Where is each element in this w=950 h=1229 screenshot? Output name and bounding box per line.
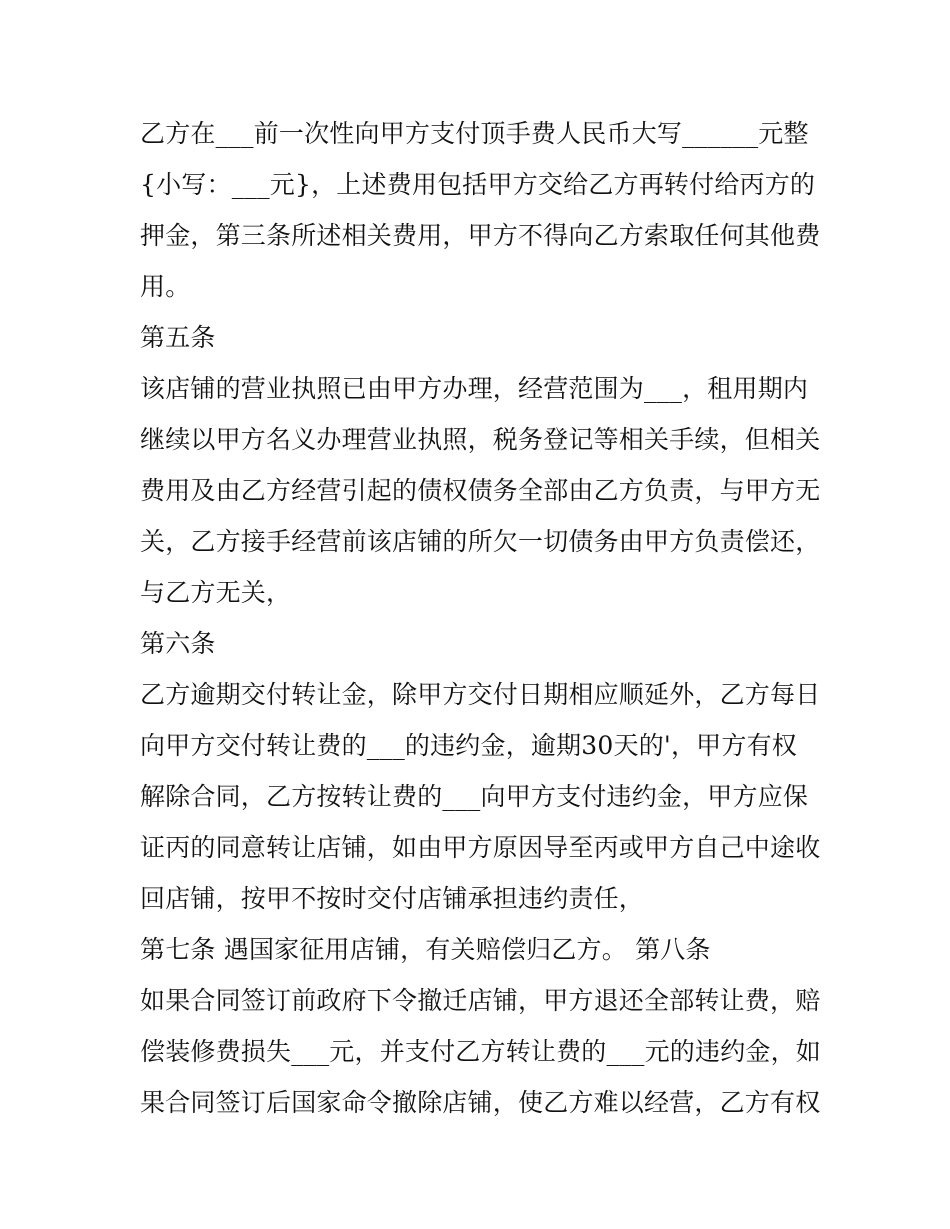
text-line: 与乙方无关，: [140, 578, 292, 607]
text-line: 该店铺的营业执照已由甲方办理，经营范围为___，租用期内: [140, 374, 809, 403]
text-line: 证丙的同意转让店铺，如由甲方原因导至丙或甲方自己中途收: [140, 833, 821, 862]
text-line: 押金，第三条所述相关费用，甲方不得向乙方索取任何其他费: [140, 221, 821, 250]
text-line: {小写：___元}，上述费用包括甲方交给乙方再转付给丙方的: [140, 170, 816, 199]
text-line: 如果合同签订前政府下令撤迁店铺，甲方退还全部转让费，赔: [140, 986, 821, 1015]
text-line: 用。: [140, 272, 191, 301]
document-body: [140, 108, 820, 1128]
text-line: 果合同签订后国家命令撤除店铺，使乙方难以经营，乙方有权: [140, 1088, 821, 1117]
article-heading: 第七条 遇国家征用店铺，有关赔偿归乙方。 第八条: [140, 935, 711, 964]
text-line: 向甲方交付转让费的___的违约金，逾期30天的'，甲方有权: [140, 731, 797, 760]
text-line: 解除合同，乙方按转让费的___向甲方支付违约金，甲方应保: [140, 782, 809, 811]
article-heading: 第五条: [140, 323, 216, 352]
text-line: 回店铺，按甲不按时交付店铺承担违约责任，: [140, 884, 645, 913]
text-line: 偿装修费损失___元，并支付乙方转让费的___元的违约金，如: [140, 1037, 822, 1066]
text-line: 关，乙方接手经营前该店铺的所欠一切债务由甲方负责偿还，: [140, 527, 821, 556]
text-line: 费用及由乙方经营引起的债权债务全部由乙方负责，与甲方无: [140, 476, 821, 505]
text-line: 继续以甲方名义办理营业执照，税务登记等相关手续，但相关: [140, 425, 821, 454]
article-heading: 第六条: [140, 629, 216, 658]
text-line: 乙方在___前一次性向甲方支付顶手费人民币大写______元整: [140, 119, 809, 148]
text-line: 乙方逾期交付转让金，除甲方交付日期相应顺延外，乙方每日: [140, 680, 821, 709]
